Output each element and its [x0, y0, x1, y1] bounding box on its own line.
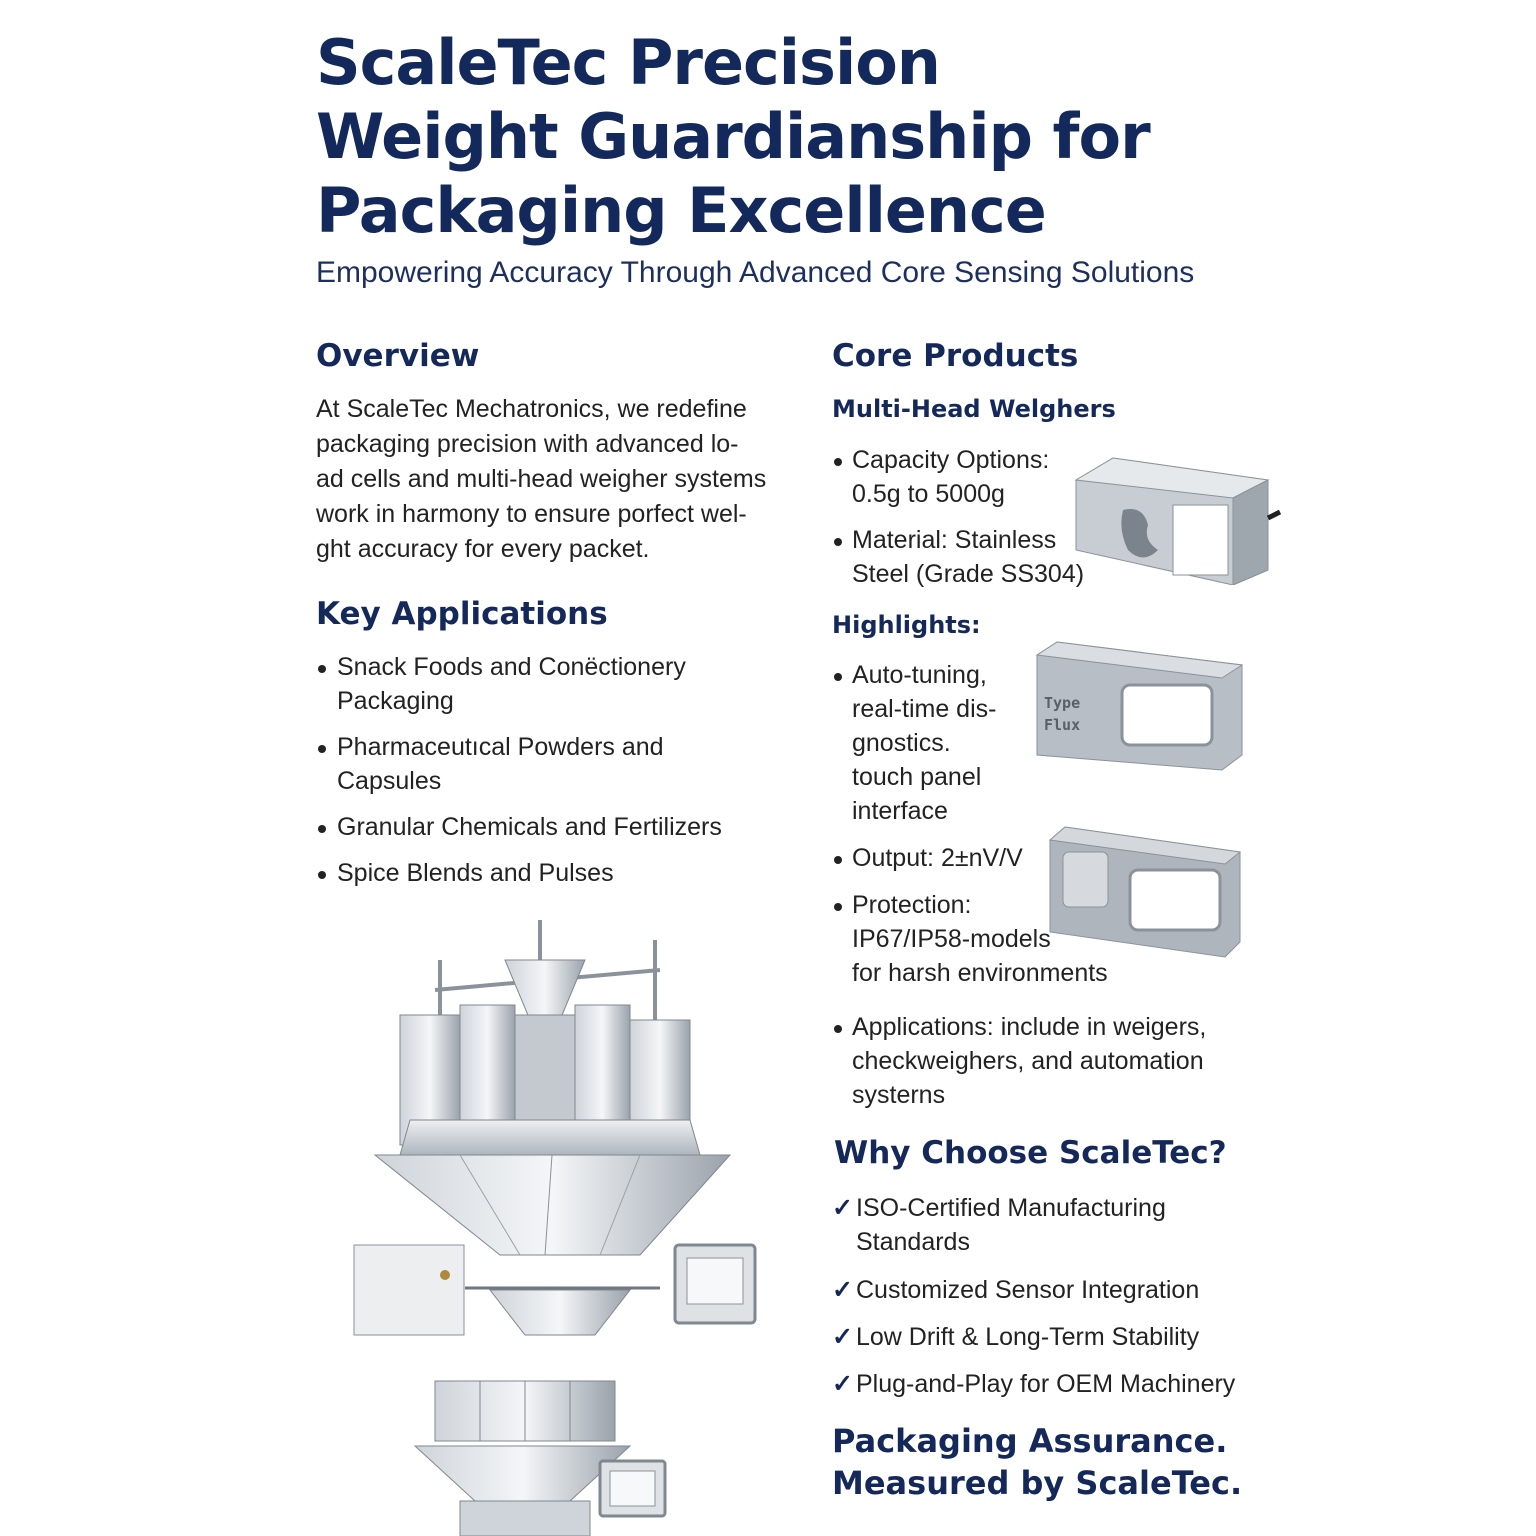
auto-tuning-line: interface — [852, 797, 948, 825]
closing-tagline — [832, 1420, 1242, 1504]
overview-line: work in harmony to ensure porfect wel- — [316, 500, 747, 528]
protection-line: for harsh environments — [852, 959, 1108, 987]
key-applications-list — [316, 650, 786, 902]
auto-tuning-line: gnostics. — [852, 729, 951, 757]
auto-tuning-bullet — [832, 658, 1052, 828]
why-item-line: ISO-Certified Manufacturing — [856, 1194, 1166, 1222]
checkmark-icon: ✓ — [832, 1276, 853, 1304]
applications-line: systerns — [852, 1081, 946, 1109]
auto-tuning-line: touch panel — [852, 763, 982, 791]
list-item — [316, 810, 786, 844]
protection-bullet — [832, 888, 1172, 990]
auto-tuning-line: real-time dis- — [852, 695, 997, 723]
overview-paragraph — [316, 392, 796, 567]
overview-line: At ScaleTec Mechatronics, we redefine — [316, 395, 747, 423]
capacity-line: Capacity Options: — [852, 446, 1050, 474]
why-item — [832, 1367, 1296, 1401]
load-cell-marking: Type — [1044, 694, 1081, 712]
overview-line: packaging precision with advanced lo- — [316, 430, 739, 458]
applications-line: Applications: include in weigers, — [852, 1013, 1207, 1041]
list-item-line: Spice Blends and Pulses — [337, 859, 614, 887]
list-item-line: Capsules — [337, 767, 442, 795]
material-line: Steel (Grade SS304) — [852, 560, 1085, 588]
list-item — [316, 730, 786, 798]
multihead-weigher-small-image — [400, 1376, 680, 1536]
material-line: Material: Stainless — [852, 526, 1057, 554]
overview-line: ad cells and multi-head weigher systems — [316, 465, 767, 493]
title-line-1: ScaleTec Precision — [316, 26, 940, 99]
checkmark-icon: ✓ — [832, 1194, 853, 1222]
why-item-line: Standards — [856, 1228, 970, 1256]
why-item — [832, 1273, 1296, 1307]
multihead-weighers-subheading: Multi-Head Welghers — [832, 395, 1116, 423]
list-item-line: Snack Foods and Conëctionery — [337, 653, 686, 681]
auto-tuning-line: Auto-tuning, — [852, 661, 987, 689]
page-title — [316, 26, 1216, 248]
protection-line: IP67/IP58-models — [852, 925, 1051, 953]
why-item-line: Low Drift & Long-Term Stability — [856, 1323, 1200, 1351]
svg-text:Flux: Flux — [1044, 716, 1081, 734]
core-products-heading: Core Products — [832, 338, 1079, 374]
list-item — [316, 856, 786, 890]
list-item — [316, 650, 786, 718]
checkmark-icon: ✓ — [832, 1323, 853, 1351]
tagline-line: Measured by ScaleTec. — [832, 1464, 1243, 1502]
capacity-bullet — [832, 443, 1092, 511]
title-line-3: Packaging Excellence — [316, 174, 1046, 247]
overview-heading: Overview — [316, 338, 480, 374]
list-item-line: Pharmaceutıcal Powders and — [337, 733, 664, 761]
output-bullet: Output: 2±nV/V — [832, 841, 1092, 875]
list-item-line: Packaging — [337, 687, 454, 715]
overview-line: ght accuracy for every packet. — [316, 535, 650, 563]
capacity-line: 0.5g to 5000g — [852, 480, 1005, 508]
tagline-line: Packaging Assurance. — [832, 1422, 1228, 1460]
multihead-weigher-image — [340, 920, 770, 1350]
protection-line: Protection: — [852, 891, 972, 919]
title-line-2: Weight Guardianship for — [316, 100, 1150, 173]
key-applications-heading: Key Applications — [316, 596, 608, 632]
applications-bullet — [832, 1010, 1272, 1112]
why-item-line: Plug-and-Play for OEM Machinery — [856, 1370, 1236, 1398]
why-item-line: Customized Sensor Integration — [856, 1276, 1200, 1304]
why-item — [832, 1191, 1296, 1259]
why-item — [832, 1320, 1296, 1354]
page-subtitle: Empowering Accuracy Through Advanced Core Sensing Solutions — [316, 256, 1195, 289]
checkmark-icon: ✓ — [832, 1370, 853, 1398]
applications-line: checkweighers, and automation — [852, 1047, 1204, 1075]
beam-load-cell-image — [1032, 640, 1247, 775]
why-choose-heading: Why Choose ScaleTec? — [834, 1135, 1227, 1171]
list-item-line: Granular Chemicals and Fertilizers — [337, 813, 722, 841]
single-point-load-cell-image — [1068, 450, 1283, 585]
highlights-heading: Highlights: — [832, 611, 981, 639]
